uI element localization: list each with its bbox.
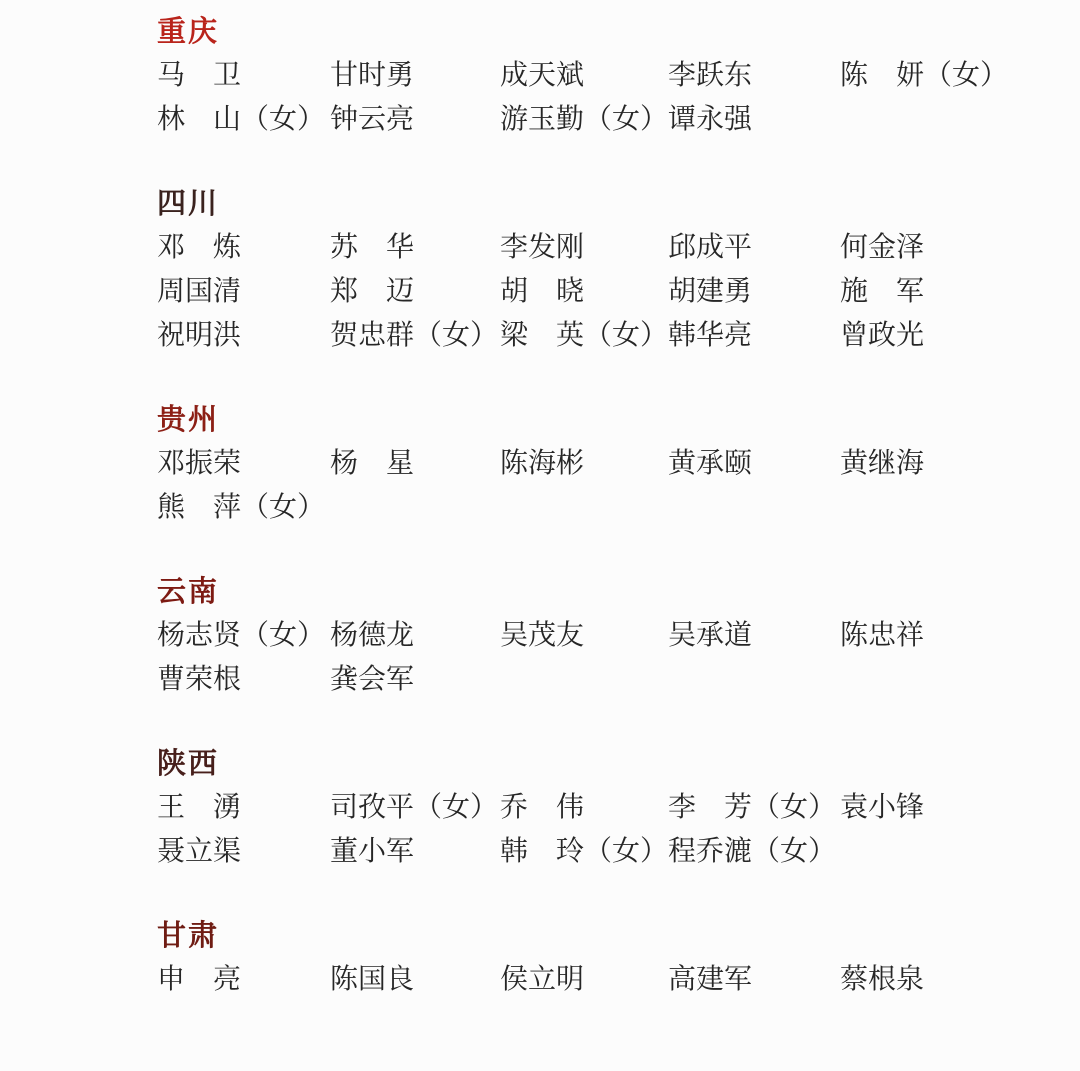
name-row	[157, 614, 1020, 658]
person-name: 邓 炼	[157, 232, 242, 263]
person-name: 施 军	[840, 276, 925, 307]
person-name: 程乔漉（女）	[668, 836, 837, 867]
person-name: 王 湧	[157, 792, 242, 823]
person-name: 陈忠祥	[840, 620, 925, 651]
person-name: 谭永强	[668, 104, 753, 135]
name-row	[157, 54, 1020, 98]
person-name: 甘时勇	[330, 60, 415, 91]
person-name: 李跃东	[668, 60, 753, 91]
name-row	[157, 830, 1020, 874]
person-name: 韩华亮	[668, 320, 753, 351]
person-name: 胡建勇	[668, 276, 753, 307]
name-row	[157, 442, 1020, 486]
person-name: 袁小锋	[840, 792, 925, 823]
person-name: 邱成平	[668, 232, 753, 263]
person-name: 李 芳（女）	[668, 792, 837, 823]
person-name: 何金泽	[840, 232, 925, 263]
name-row	[157, 314, 1020, 358]
person-name: 申 亮	[157, 964, 242, 995]
province-section-gansu	[157, 914, 1020, 1002]
province-title: 陕西	[157, 748, 220, 780]
person-name: 黄继海	[840, 448, 925, 479]
person-name: 陈 妍（女）	[840, 60, 1009, 91]
person-name: 杨 星	[330, 448, 415, 479]
name-row	[157, 958, 1020, 1002]
person-name: 邓振荣	[157, 448, 242, 479]
province-section-sichuan	[157, 182, 1020, 358]
person-name: 吴茂友	[500, 620, 585, 651]
person-name: 黄承颐	[668, 448, 753, 479]
person-name: 侯立明	[500, 964, 585, 995]
person-name: 郑 迈	[330, 276, 415, 307]
province-section-yunnan	[157, 570, 1020, 702]
name-row	[157, 226, 1020, 270]
person-name: 曹荣根	[157, 664, 242, 695]
person-name: 吴承道	[668, 620, 753, 651]
name-row	[157, 270, 1020, 314]
province-title: 云南	[157, 576, 220, 608]
person-name: 游玉勤（女）	[500, 104, 669, 135]
name-row	[157, 486, 1020, 530]
province-title: 贵州	[157, 404, 220, 436]
province-section-shaanxi	[157, 742, 1020, 874]
person-name: 曾政光	[840, 320, 925, 351]
person-name: 马 卫	[157, 60, 242, 91]
person-name: 林 山（女）	[157, 104, 326, 135]
person-name: 陈海彬	[500, 448, 585, 479]
person-name: 聂立渠	[157, 836, 242, 867]
person-name: 蔡根泉	[840, 964, 925, 995]
person-name: 董小军	[330, 836, 415, 867]
province-title: 重庆	[157, 16, 220, 48]
person-name: 杨德龙	[330, 620, 415, 651]
person-name: 陈国良	[330, 964, 415, 995]
person-name: 贺忠群（女）	[330, 320, 499, 351]
person-name: 韩 玲（女）	[500, 836, 669, 867]
province-section-guizhou	[157, 398, 1020, 530]
person-name: 龚会军	[330, 664, 415, 695]
name-row	[157, 658, 1020, 702]
person-name: 高建军	[668, 964, 753, 995]
person-name: 周国清	[157, 276, 242, 307]
person-name: 成天斌	[500, 60, 585, 91]
person-name: 乔 伟	[500, 792, 585, 823]
person-name: 杨志贤（女）	[157, 620, 326, 651]
name-row	[157, 98, 1020, 142]
person-name: 熊 萍（女）	[157, 492, 326, 523]
person-name: 司孜平（女）	[330, 792, 499, 823]
person-name: 梁 英（女）	[500, 320, 669, 351]
province-title: 甘肃	[157, 920, 220, 952]
person-name: 胡 晓	[500, 276, 585, 307]
province-title: 四川	[157, 188, 220, 220]
province-section-chongqing	[157, 10, 1020, 142]
person-name: 钟云亮	[330, 104, 415, 135]
person-name: 李发刚	[500, 232, 585, 263]
name-row	[157, 786, 1020, 830]
person-name: 祝明洪	[157, 320, 242, 351]
person-name: 苏 华	[330, 232, 415, 263]
